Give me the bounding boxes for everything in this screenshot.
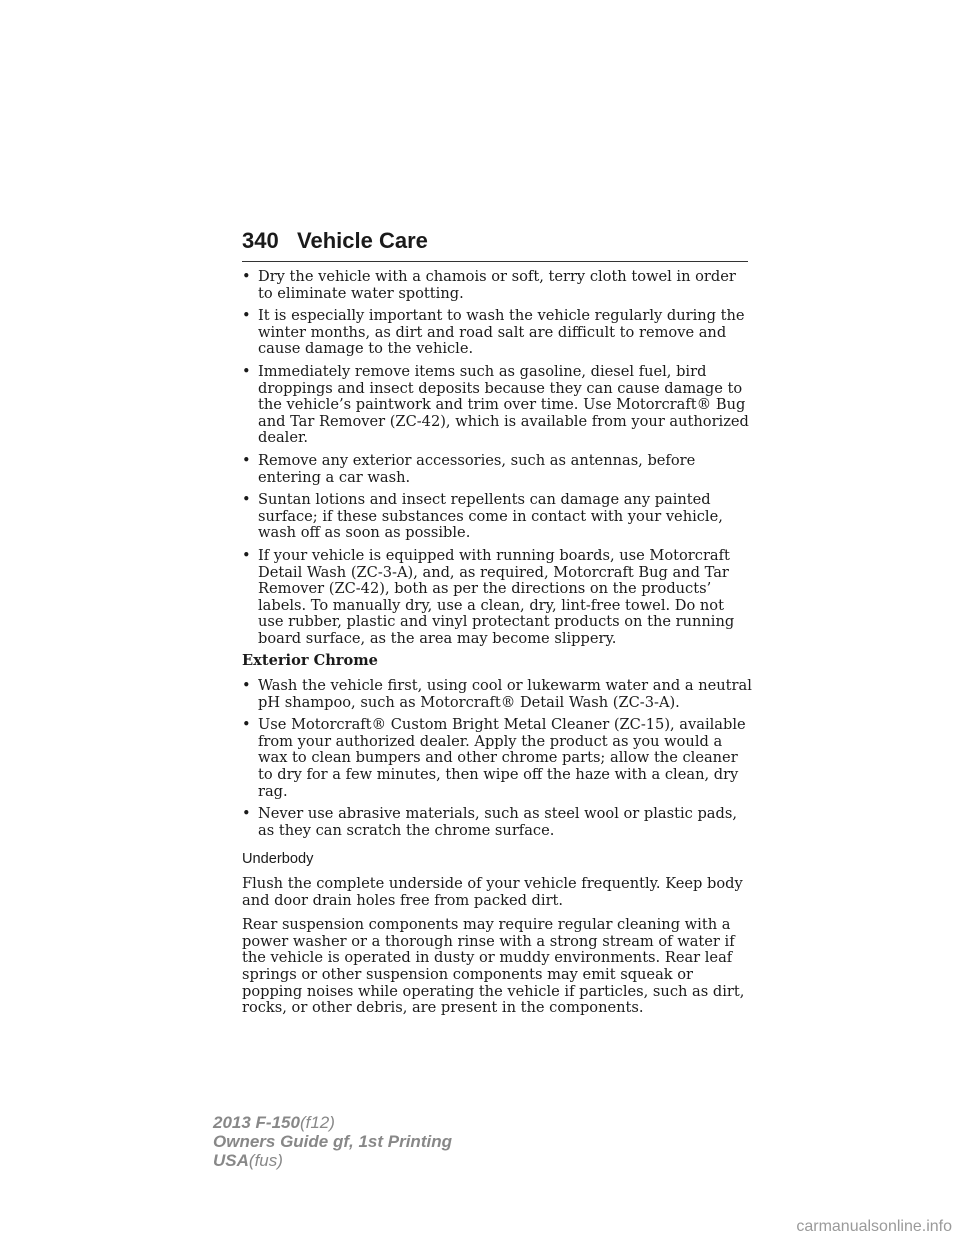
list-item: • Immediately remove items such as gasoline, diesel fuel, bird droppings and insect deposits because they can cause damage to the vehicle’s paintwork and trim over time. Use Motorcraft® Bug and Tar Remover (ZC-42), which is available from your authorized dealer. <box>242 362 749 447</box>
page-content <box>242 269 752 1025</box>
footer-line-guide: Owners Guide gf, 1st Printing <box>213 1132 452 1151</box>
bullet-icon: • <box>242 491 251 509</box>
bullet-icon: • <box>242 805 251 823</box>
print-footer <box>213 1113 452 1170</box>
bullet-icon: • <box>242 362 251 380</box>
bullet-icon: • <box>242 268 251 285</box>
page-header <box>242 228 748 262</box>
footer-line-model: 2013 F-150(f12) <box>213 1113 335 1132</box>
underbody-heading: Underbody <box>242 851 314 868</box>
chrome-bullet-list <box>242 678 752 839</box>
bullet-icon: • <box>242 716 251 734</box>
underbody-paragraph: Rear suspension components may require regular cleaning with a power washer or a thorough rinse with a strong stream of water if the vehicle is operated in dusty or muddy environments. Rear leaf springs or other suspension components may emit squeak or popping noises while operating the vehicle if particles, such as dirt, rocks, or other debris, are present in the components. <box>242 916 745 1017</box>
page-number: 340 <box>242 228 279 253</box>
exterior-chrome-heading: Exterior Chrome <box>242 652 378 670</box>
site-watermark: carmanualsonline.info <box>796 1218 952 1235</box>
list-item: • It is especially important to wash the vehicle regularly during the winter months, as dirt and road salt are difficult to remove and cause damage to the vehicle. <box>242 307 745 358</box>
underbody-paragraph: Flush the complete underside of your vehicle frequently. Keep body and door drain holes free from packed dirt. <box>242 875 743 909</box>
list-item: • Suntan lotions and insect repellents can damage any painted surface; if these substances come in contact with your vehicle, wash off as soon as possible. <box>242 491 723 542</box>
footer-line-market: USA(fus) <box>213 1151 283 1170</box>
list-item: • Wash the vehicle first, using cool or lukewarm water and a neutral pH shampoo, such as Motorcraft® Detail Wash (ZC-3-A). <box>242 677 752 711</box>
section-title: Vehicle Care <box>297 228 428 253</box>
list-item: • If your vehicle is equipped with running boards, use Motorcraft Detail Wash (ZC-3-A), and, as required, Motorcraft Bug and Tar Remover (ZC-42), both as per the directions on the products’ labels. To manually dry, use a clean, dry, lint-free towel. Do not use rubber, plastic and vinyl protectant products on the running board surface, as the area may become slippery. <box>242 546 735 647</box>
bullet-icon: • <box>242 451 251 469</box>
list-item: • Never use abrasive materials, such as steel wool or plastic pads, as they can scratch the chrome surface. <box>242 805 737 839</box>
bullet-icon: • <box>242 546 251 564</box>
list-item: • Dry the vehicle with a chamois or soft, terry cloth towel in order to eliminate water spotting. <box>242 268 736 302</box>
bullet-icon: • <box>242 677 251 695</box>
list-item: • Remove any exterior accessories, such as antennas, before entering a car wash. <box>242 451 696 486</box>
bullet-icon: • <box>242 307 251 325</box>
list-item: • Use Motorcraft® Custom Bright Metal Cleaner (ZC-15), available from your authorized dealer. Apply the product as you would a wax to clean bumpers and other chrome parts; allow the cleaner to dry for a few minutes, then wipe off the haze with a clean, dry rag. <box>242 716 746 800</box>
care-bullet-list <box>242 269 752 647</box>
